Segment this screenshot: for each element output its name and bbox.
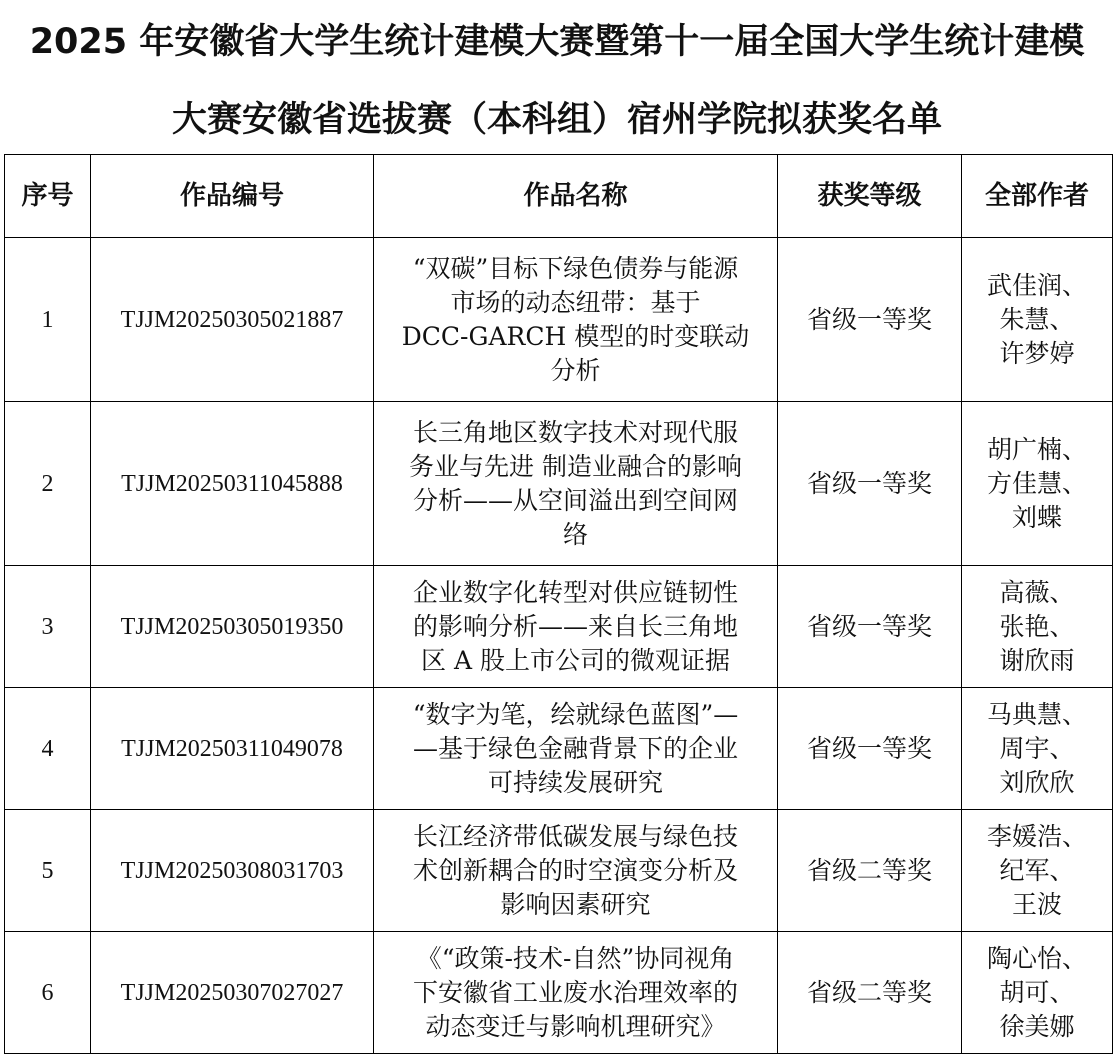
work-title-line: 区 A 股上市公司的微观证据 (421, 645, 730, 675)
author-name: 刘蝶 (1011, 502, 1062, 532)
author-name: 武佳润、 (986, 270, 1087, 300)
header-award-level: 获奖等级 (778, 155, 962, 238)
author-name: 胡广楠、 (986, 434, 1087, 464)
author-name: 徐美娜 (999, 1011, 1075, 1041)
cell-work-code: TJJM20250307027027 (91, 932, 374, 1054)
cell-authors (962, 566, 1113, 688)
cell-work-title (374, 566, 778, 688)
work-title-line: “数字为笔，绘就绿色蓝图”— (412, 699, 739, 729)
work-title-line: 长三角地区数字技术对现代服 (412, 417, 738, 447)
work-title-line: 影响因素研究 (500, 889, 651, 919)
work-title-line: 企业数字化转型对供应链韧性 (412, 577, 738, 607)
cell-authors (962, 810, 1113, 932)
table-row (5, 402, 1113, 566)
cell-serial-number: 1 (5, 238, 91, 402)
cell-serial-number: 2 (5, 402, 91, 566)
author-name: 高薇、 (999, 577, 1075, 607)
author-name: 马典慧、 (986, 699, 1087, 729)
document-title-line-2: 大赛安徽省选拔赛（本科组）宿州学院拟获奖名单 (171, 100, 942, 140)
cell-work-code: TJJM20250305021887 (91, 238, 374, 402)
work-title-line: 市场的动态纽带：基于 (450, 287, 701, 317)
cell-work-code: TJJM20250311049078 (91, 688, 374, 810)
cell-award-level: 省级二等奖 (778, 810, 962, 932)
work-title-line: “双碳”目标下绿色债券与能源 (412, 253, 739, 283)
work-title-line: 的影响分析——来自长三角地 (412, 611, 738, 641)
author-name: 胡可、 (999, 977, 1075, 1007)
work-title-line: 分析 (550, 355, 601, 385)
work-title-line: 分析——从空间溢出到空间网 (412, 485, 738, 515)
cell-serial-number: 6 (5, 932, 91, 1054)
work-title-line: 络 (562, 519, 588, 549)
cell-award-level: 省级一等奖 (778, 402, 962, 566)
cell-work-title (374, 402, 778, 566)
cell-serial-number: 4 (5, 688, 91, 810)
work-title-line: 务业与先进 制造业融合的影响 (409, 451, 742, 481)
author-name: 张艳、 (999, 611, 1075, 641)
cell-work-title (374, 688, 778, 810)
document-title-line-1: 2025 年安徽省大学生统计建模大赛暨第十一届全国大学生统计建模 (29, 22, 1085, 62)
work-title-line: 下安徽省工业废水治理效率的 (412, 977, 738, 1007)
author-name: 许梦婷 (999, 338, 1075, 368)
cell-award-level: 省级一等奖 (778, 566, 962, 688)
work-title-line: 可持续发展研究 (487, 767, 663, 797)
cell-award-level: 省级一等奖 (778, 688, 962, 810)
cell-award-level: 省级二等奖 (778, 932, 962, 1054)
header-work-title: 作品名称 (374, 155, 778, 238)
work-title-line: 长江经济带低碳发展与绿色技 (412, 821, 738, 851)
work-title-line: —基于绿色金融背景下的企业 (412, 733, 738, 763)
cell-work-code: TJJM20250308031703 (91, 810, 374, 932)
author-name: 王波 (1011, 889, 1062, 919)
header-work-code: 作品编号 (91, 155, 374, 238)
cell-serial-number: 3 (5, 566, 91, 688)
cell-authors (962, 402, 1113, 566)
table-row (5, 688, 1113, 810)
header-serial-number: 序号 (5, 155, 91, 238)
cell-authors (962, 238, 1113, 402)
cell-work-code: TJJM20250311045888 (91, 402, 374, 566)
author-name: 周宇、 (999, 733, 1075, 763)
cell-award-level: 省级一等奖 (778, 238, 962, 402)
cell-authors (962, 932, 1113, 1054)
award-list-table (4, 154, 1113, 1054)
cell-work-code: TJJM20250305019350 (91, 566, 374, 688)
header-authors: 全部作者 (962, 155, 1113, 238)
table-row (5, 810, 1113, 932)
author-name: 陶心怡、 (986, 943, 1087, 973)
cell-work-title (374, 238, 778, 402)
cell-authors (962, 688, 1113, 810)
cell-serial-number: 5 (5, 810, 91, 932)
work-title-line: 动态变迁与影响机理研究》 (425, 1011, 726, 1041)
table-header-row (5, 155, 1113, 238)
work-title-line: 《“政策-技术-自然”协同视角 (416, 943, 735, 973)
author-name: 李媛浩、 (986, 821, 1087, 851)
table-row (5, 238, 1113, 402)
cell-work-title (374, 810, 778, 932)
author-name: 方佳慧、 (986, 468, 1087, 498)
work-title-line: 术创新耦合的时空演变分析及 (412, 855, 738, 885)
cell-work-title (374, 932, 778, 1054)
table-row (5, 932, 1113, 1054)
author-name: 谢欣雨 (999, 645, 1075, 675)
author-name: 纪军、 (999, 855, 1075, 885)
author-name: 朱慧、 (999, 304, 1075, 334)
author-name: 刘欣欣 (999, 767, 1075, 797)
table-row (5, 566, 1113, 688)
work-title-line: DCC-GARCH 模型的时变联动 (401, 321, 750, 351)
